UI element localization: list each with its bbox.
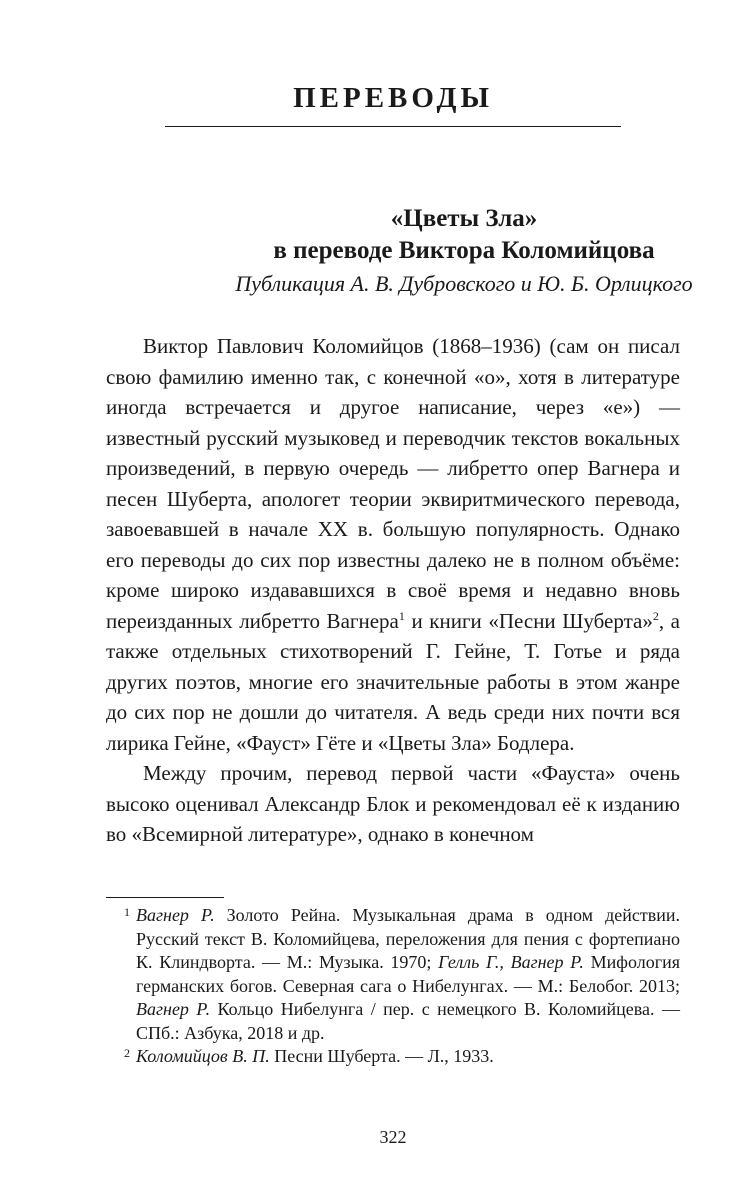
footnote-2: [106, 1045, 680, 1069]
article-heading: [70, 203, 756, 301]
footnote-text: Мифология германских богов. Северная сага о Нибелунгах. — М.: Белобог. 2013;: [136, 952, 680, 996]
article-title-line2: в переводе Виктора Коломийцова: [273, 237, 655, 264]
paragraph-1-text-b: и книги «Песни Шуберта»: [404, 608, 653, 633]
article-title-line1: «Цветы Зла»: [390, 205, 538, 232]
article-subtitle: Публикация А. В. Дубровского и Ю. Б. Орлицкого: [235, 271, 693, 296]
footnote-text: Золото Рейна. Музыкальная драма в одном действии. Русский текст В. Коломийцева, переложения для пения с фортепиано К. Клиндворта. — М.: Музыка. 1970;: [136, 905, 680, 972]
footnote-divider: [106, 897, 224, 898]
paragraph-1-text-a: Виктор Павлович Коломийцов (1868–1936) (сам он писал свою фамилию именно так, с конечной «о», хотя в литературе иногда встречается и другое написание, через «е») — известный русский музыковед и переводчик текстов вокальных произведений, в первую очередь — либретто опер Вагнера и песен Шуберта, апологет теории эквиритмического перевода, завоевавшей в начале XX в. большую популярность. Однако его переводы до сих пор известны далеко не в полном объёме: кроме широко издававшихся в своё время и недавно вновь переизданных либретто Вагнера: [106, 334, 680, 633]
paragraph-1-text-c: , а также отдельных стихотворений Г. Гейне, Т. Готье и ряда других поэтов, многие его значительные работы в этом жанре до сих пор не дошли до читателя. А ведь среди них почти вся лирика Гейне, «Фауст» Гёте и «Цветы Зла» Бодлера.: [106, 608, 680, 755]
footnote-author: Гелль Г., Вагнер Р.: [438, 952, 584, 972]
footnote-number: 2: [124, 1046, 130, 1060]
page-number: 322: [379, 1127, 407, 1147]
footnote-author: Вагнер Р.: [136, 999, 211, 1019]
footnote-1: [106, 904, 680, 1045]
section-title: ПЕРЕВОДЫ: [293, 82, 493, 114]
article-body: [106, 331, 680, 850]
footnotes: [106, 904, 680, 1069]
footnote-author: Коломийцов В. П.: [136, 1046, 270, 1066]
footnote-text: Кольцо Нибелунга / пер. с немецкого В. Коломийцева. — СПб.: Азбука, 2018 и др.: [136, 999, 680, 1043]
footnote-ref-1[interactable]: 1: [398, 608, 405, 623]
footnote-text: Песни Шуберта. — Л., 1933.: [269, 1046, 494, 1066]
footnote-ref-2[interactable]: 2: [652, 608, 659, 623]
footnote-number: 1: [124, 905, 130, 919]
paragraph-1: [106, 331, 680, 758]
paragraph-2: Между прочим, перевод первой части «Фауста» очень высоко оценивал Александр Блок и рекомендовал её к изданию во «Всемирной литературе», однако в конечном: [106, 761, 680, 846]
footnote-author: Вагнер Р.: [136, 905, 215, 925]
title-divider: [165, 126, 621, 127]
